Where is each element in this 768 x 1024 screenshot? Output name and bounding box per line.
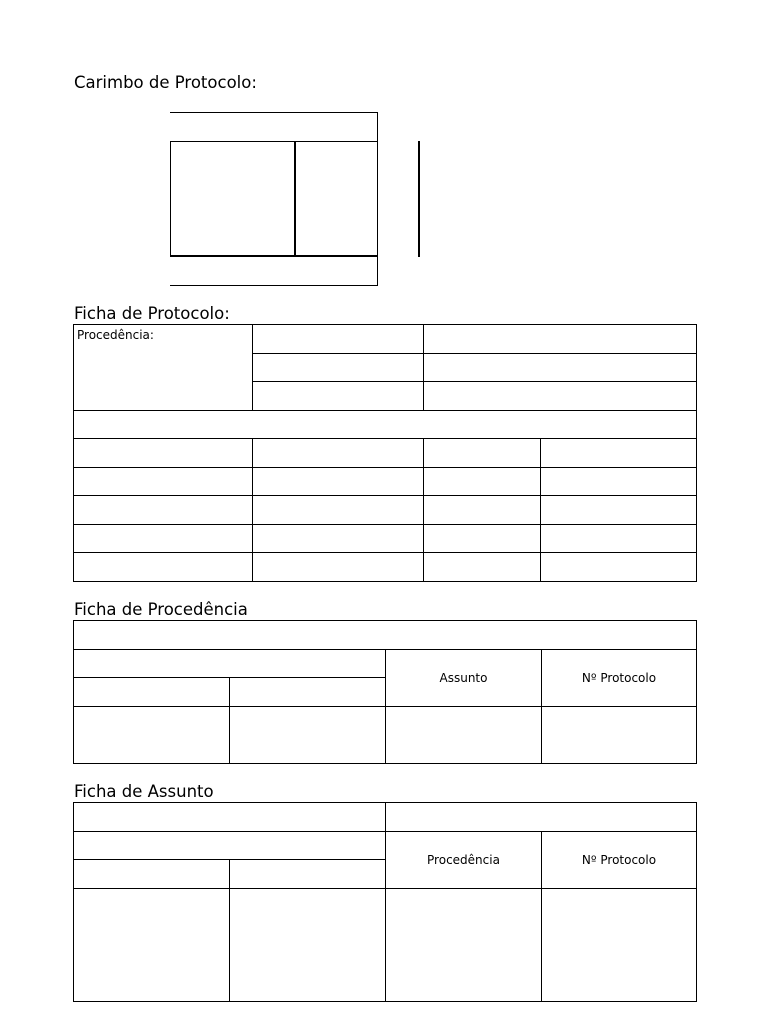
subject-field-cell[interactable]	[74, 803, 386, 832]
subject-sheet-table	[73, 802, 697, 1002]
table-row	[74, 553, 697, 582]
stamp-section-title: Carimbo de Protocolo:	[74, 73, 257, 92]
subject-header: Assunto	[439, 671, 488, 685]
table-row	[74, 707, 697, 764]
subject-field-cell[interactable]	[74, 832, 386, 860]
table-cell[interactable]	[424, 468, 541, 496]
origin-label: Procedência:	[77, 328, 154, 342]
stamp-top-line	[170, 112, 378, 113]
stamp-box-bottom	[170, 255, 378, 257]
subject-field-cell[interactable]	[230, 860, 386, 889]
protocol-field-cell[interactable]	[253, 325, 424, 354]
protocol-number-header: Nº Protocolo	[581, 853, 657, 867]
table-cell[interactable]	[541, 553, 697, 582]
table-cell[interactable]	[74, 525, 253, 553]
table-cell[interactable]	[253, 496, 424, 525]
subject-field-cell[interactable]	[386, 803, 697, 832]
stamp-right-line	[377, 112, 378, 286]
table-cell[interactable]	[253, 525, 424, 553]
table-cell[interactable]	[74, 553, 253, 582]
table-cell[interactable]	[230, 889, 386, 1002]
table-cell[interactable]	[542, 707, 697, 764]
table-row	[74, 525, 697, 553]
table-cell[interactable]	[424, 439, 541, 468]
table-cell[interactable]	[253, 439, 424, 468]
table-cell[interactable]	[542, 889, 697, 1002]
origin-field-cell[interactable]	[74, 678, 230, 707]
table-cell[interactable]	[230, 707, 386, 764]
protocol-field-cell[interactable]	[74, 411, 697, 439]
table-cell[interactable]	[253, 553, 424, 582]
table-cell[interactable]	[541, 468, 697, 496]
table-cell[interactable]	[74, 439, 253, 468]
stamp-bottom-line	[170, 285, 378, 286]
protocol-number-header: Nº Protocolo	[581, 671, 657, 685]
protocol-field-cell[interactable]	[424, 382, 697, 411]
table-cell[interactable]	[541, 439, 697, 468]
origin-cell[interactable]	[74, 325, 253, 411]
protocol-field-cell[interactable]	[253, 382, 424, 411]
protocol-field-cell[interactable]	[424, 325, 697, 354]
subject-field-cell[interactable]	[74, 860, 230, 889]
table-cell[interactable]	[74, 889, 230, 1002]
stamp-side-mark	[418, 141, 420, 257]
table-cell[interactable]	[541, 525, 697, 553]
stamp-box-top	[170, 141, 378, 142]
protocol-number-header-cell	[542, 650, 697, 707]
protocol-sheet-table	[73, 324, 697, 582]
table-cell[interactable]	[74, 707, 230, 764]
table-cell[interactable]	[253, 468, 424, 496]
origin-field-cell[interactable]	[74, 621, 697, 650]
stamp-box-divider	[294, 141, 296, 257]
table-cell[interactable]	[74, 496, 253, 525]
origin-field-cell[interactable]	[230, 678, 386, 707]
table-cell[interactable]	[424, 525, 541, 553]
origin-sheet-title: Ficha de Procedência	[74, 600, 248, 619]
table-row	[74, 439, 697, 468]
table-row	[74, 468, 697, 496]
subject-header-cell	[386, 650, 542, 707]
table-cell[interactable]	[386, 707, 542, 764]
protocol-sheet-title: Ficha de Protocolo:	[74, 304, 230, 323]
table-cell[interactable]	[74, 468, 253, 496]
origin-sheet-table	[73, 620, 697, 764]
protocol-number-header-cell	[542, 832, 697, 889]
table-row	[74, 889, 697, 1002]
table-cell[interactable]	[424, 553, 541, 582]
table-cell[interactable]	[424, 496, 541, 525]
stamp-box-left	[170, 141, 171, 257]
protocol-field-cell[interactable]	[424, 354, 697, 382]
table-cell[interactable]	[386, 889, 542, 1002]
origin-field-cell[interactable]	[74, 650, 386, 678]
table-row	[74, 496, 697, 525]
origin-header: Procedência	[427, 853, 500, 867]
protocol-field-cell[interactable]	[253, 354, 424, 382]
subject-sheet-title: Ficha de Assunto	[74, 782, 214, 801]
table-cell[interactable]	[541, 496, 697, 525]
origin-header-cell	[386, 832, 542, 889]
